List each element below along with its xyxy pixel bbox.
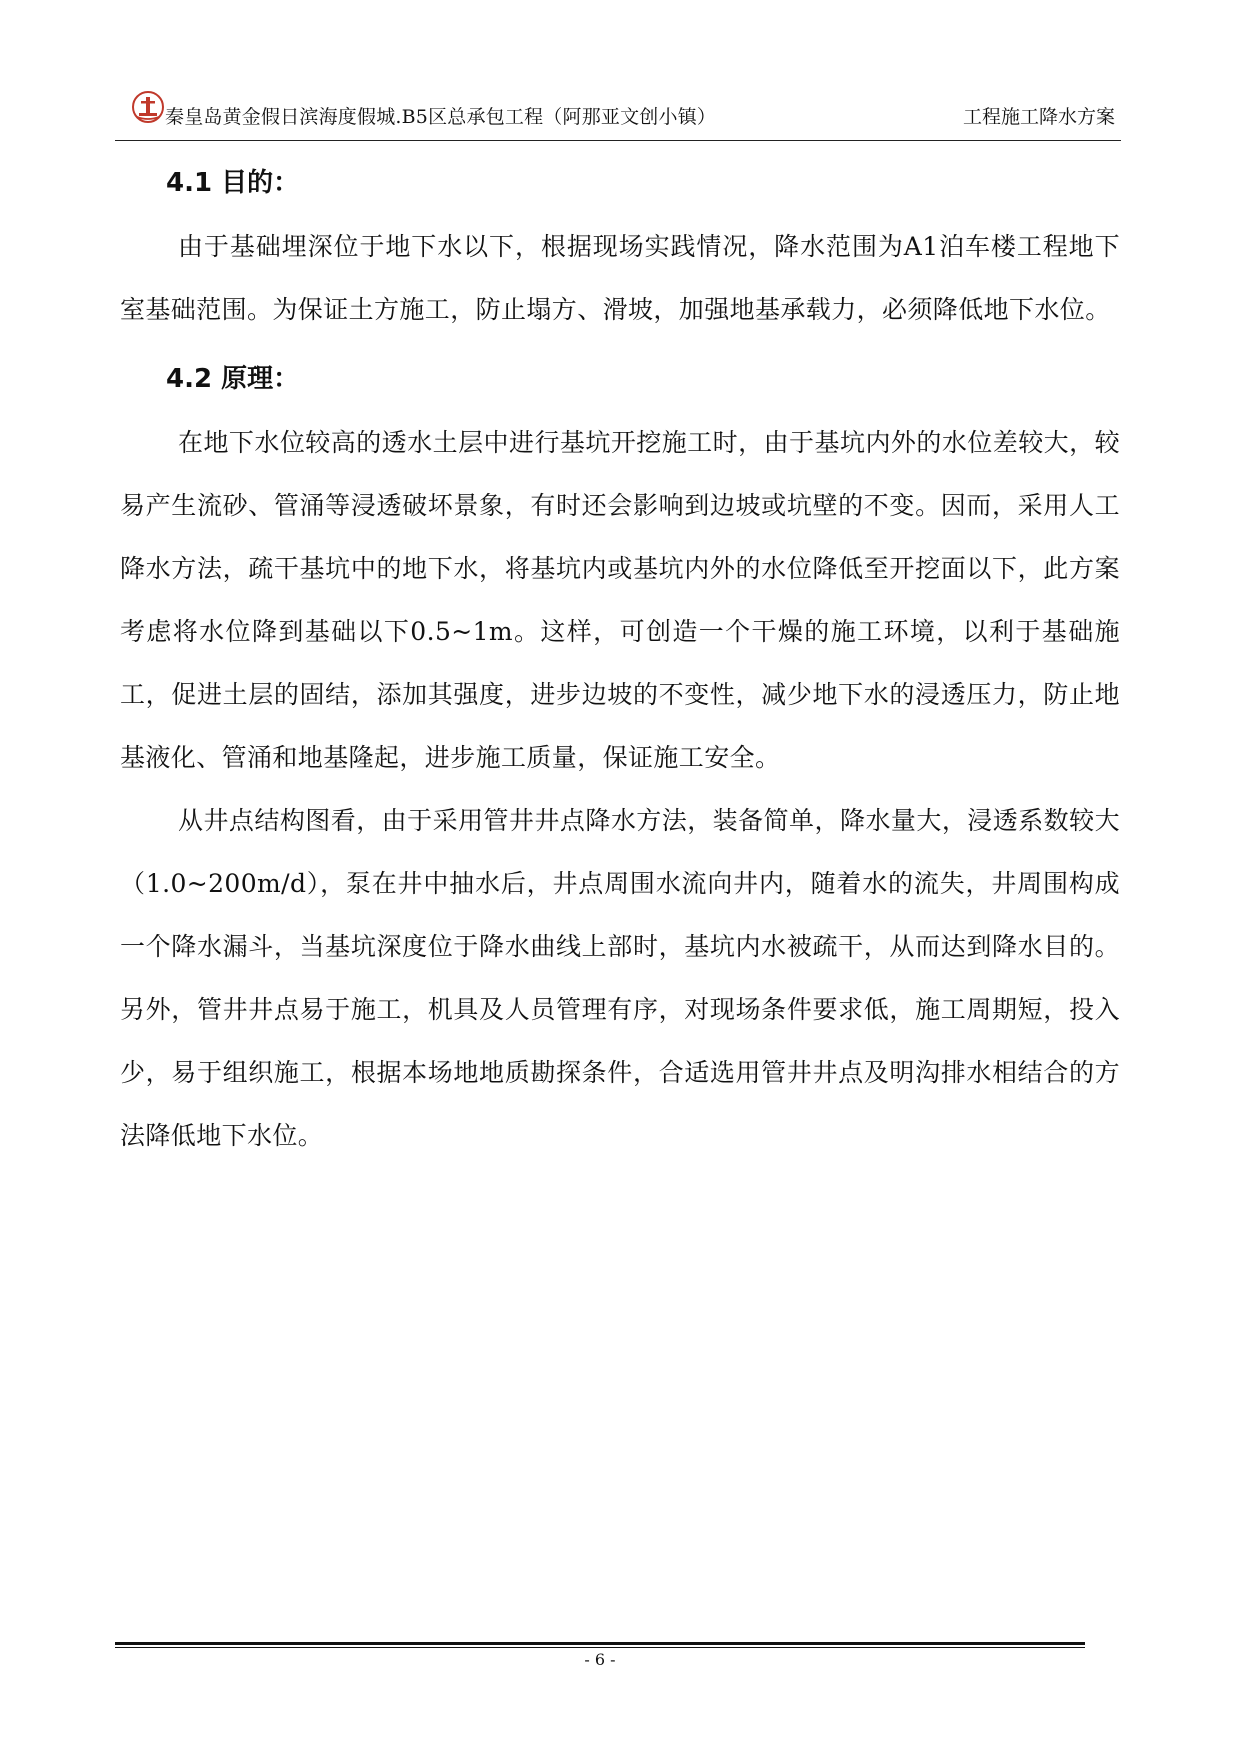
- paragraph-purpose: 由于基础埋深位于地下水以下，根据现场实践情况，降水范围为A1泊车楼工程地下室基础范围。为保证土方施工，防止塌方、滑坡，加强地基承载力，必须降低地下水位。: [120, 232, 1120, 324]
- project-title: 秦皇岛黄金假日滨海度假城.B5区总承包工程（阿那亚文创小镇）: [165, 106, 717, 128]
- company-logo-icon: [131, 90, 165, 124]
- paragraph-principle-1: 在地下水位较高的透水土层中进行基坑开挖施工时，由于基坑内外的水位差较大，较易产生流砂、管涌等浸透破坏景象，有时还会影响到边坡或坑壁的不变。因而，采用人工降水方法，疏干基坑中的地下水，将基坑内或基坑内外的水位降低至开挖面以下，此方案考虑将水位降到基础以下0.5~1m。这样，可创造一个干燥的施工环境，以利于基础施工，促进土层的固结，添加其强度，进步边坡的不变性，减少地下水的浸透压力，防止地基液化、管涌和地基隆起，进步施工质量，保证施工安全。: [120, 428, 1120, 772]
- document-body: [120, 155, 1120, 1167]
- page-header: [115, 86, 1121, 142]
- document-title: 工程施工降水方案: [962, 106, 1115, 128]
- section-heading-principle: 4.2 原理：: [166, 364, 300, 394]
- section-heading-purpose: 4.1 目的：: [166, 168, 300, 198]
- page-footer: [115, 1642, 1085, 1669]
- footer-divider-thin: [115, 1647, 1085, 1648]
- paragraph-principle-2: 从井点结构图看，由于采用管井井点降水方法，装备简单，降水量大，浸透系数较大（1.0~200m/d），泵在井中抽水后，井点周围水流向井内，随着水的流失，井周围构成一个降水漏斗，当基坑深度位于降水曲线上部时，基坑内水被疏干，从而达到降水目的。另外，管井井点易于施工，机具及人员管理有序，对现场条件要求低，施工周期短，投入少，易于组织施工，根据本场地地质勘探条件，合适选用管井井点及明沟排水相结合的方法降低地下水位。: [120, 806, 1120, 1150]
- footer-divider-thick: [115, 1642, 1085, 1645]
- header-divider: [115, 140, 1121, 141]
- page-number: - 6 -: [584, 1650, 616, 1669]
